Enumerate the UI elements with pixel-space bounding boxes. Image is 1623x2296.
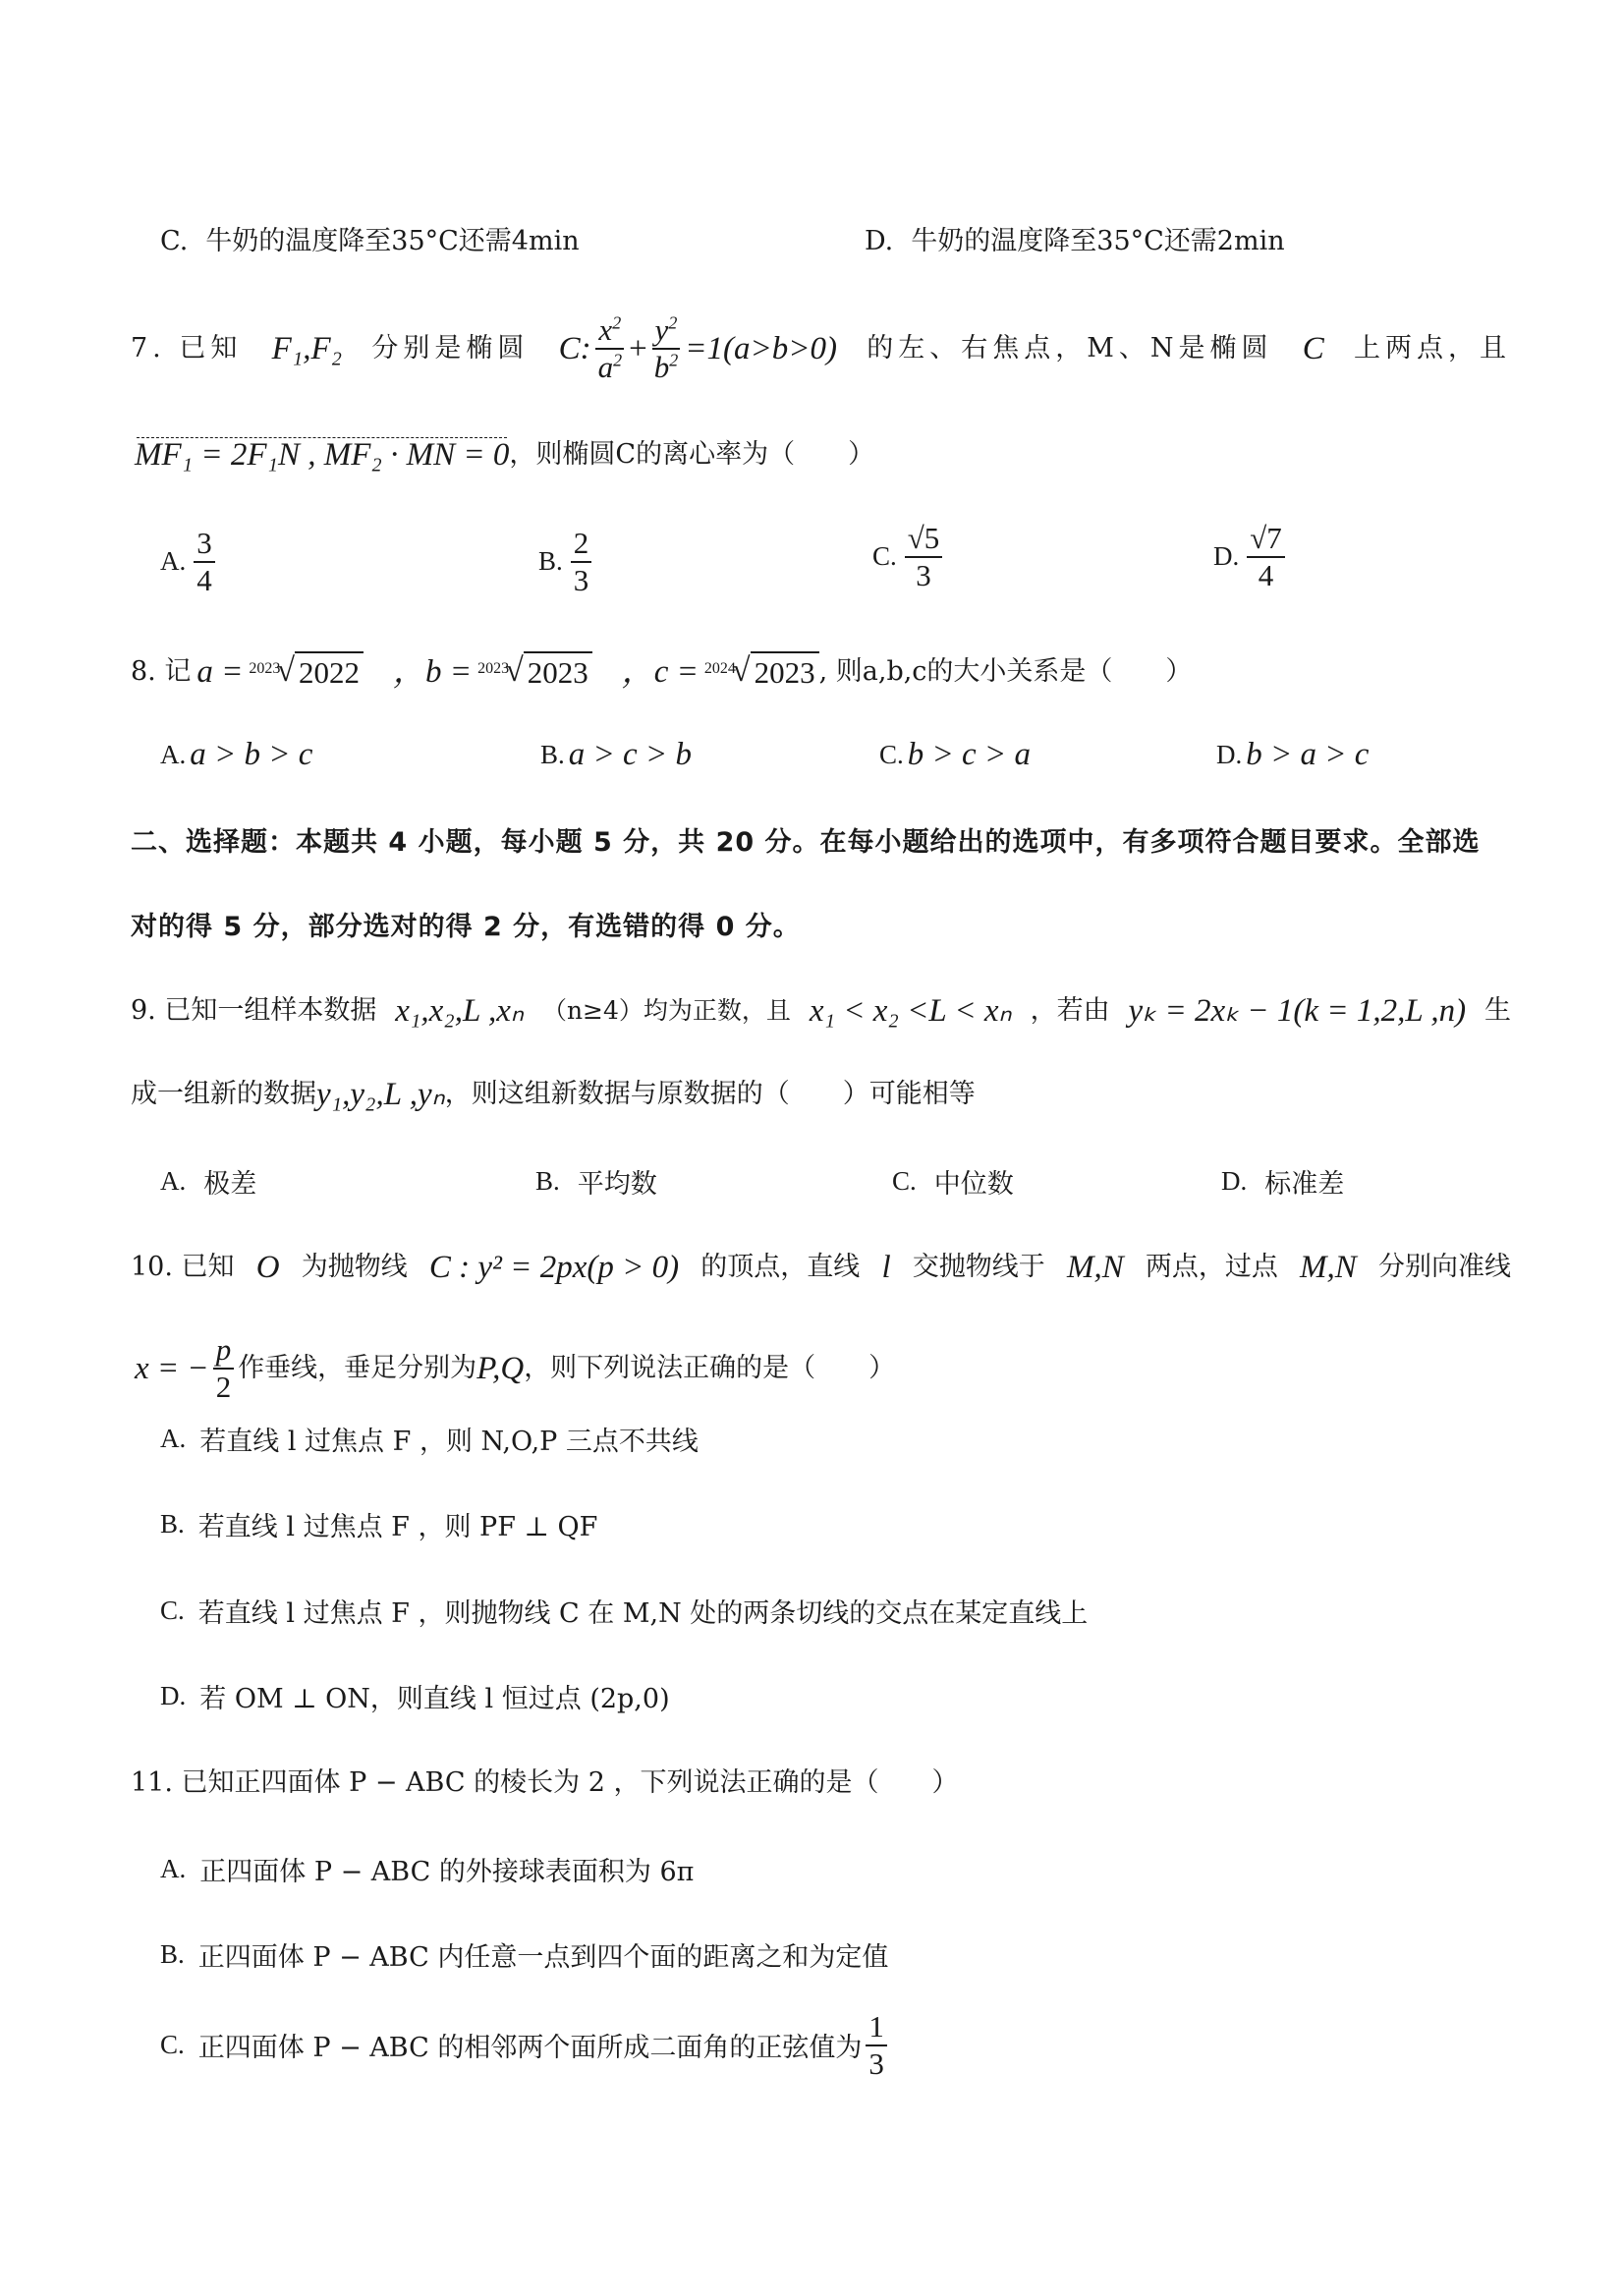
option-label: B. (540, 740, 565, 769)
q10-line1a: 10. 已知 (131, 1252, 235, 1282)
option-fraction: $\frac{2}{3}$ (571, 526, 592, 597)
option-label: B. (160, 1939, 185, 1969)
option-label: C. (160, 2030, 185, 2060)
option-text: b > c > a (907, 737, 1031, 772)
q8-option-a (160, 737, 312, 773)
option-text: a > b > c (190, 737, 313, 772)
q10-pq: P,Q (476, 1350, 525, 1386)
option-text: 牛奶的温度降至35°C还需4min (205, 226, 580, 256)
option-fraction: $\frac{1}{3}$ (866, 2009, 887, 2081)
q10-line2b: ，则下列说法正确的是（ ） (524, 1352, 896, 1383)
q10-option-a (160, 1420, 699, 1458)
q7-mid2: 的左、右焦点，M、N是椭圆 (867, 332, 1273, 364)
option-text: 若直线 l 过焦点 F ，则 N,O,P 三点不共线 (199, 1427, 699, 1457)
q10-line1e: 两点，过点 (1145, 1252, 1278, 1282)
q9-option-a (160, 1162, 256, 1201)
option-label: C. (160, 1596, 185, 1625)
q6-option-d (865, 222, 1285, 261)
q9-line1a: 9. 已知一组样本数据 (131, 995, 377, 1026)
q7-stem-line2 (135, 435, 874, 475)
q8-lead: 8. 记 (131, 656, 192, 687)
option-label: A. (160, 546, 187, 577)
option-label: A. (160, 1424, 187, 1453)
q6-option-c (160, 222, 580, 261)
q10-l: l (881, 1250, 891, 1285)
option-label: D. (1216, 740, 1243, 769)
q10-option-b (160, 1505, 597, 1543)
x-fraction: $\frac{x^2}{a^2}$ (595, 312, 626, 384)
q10-line2a: 作垂线，垂足分别为 (238, 1352, 477, 1383)
q7-ellipse-equation: C: $\frac{x^2}{a^2}$ + $\frac{y^2}{b^2}$ =1(a>b>0) (558, 312, 837, 384)
q10-stem-line2 (135, 1332, 895, 1404)
q9-data: x₁,x₂,L ,xₙ (395, 993, 525, 1029)
option-fraction: $\frac{√5}{3}$ (905, 521, 943, 592)
section2-heading-line2: 对的得 5 分，部分选对的得 2 分，有选错的得 0 分。 (131, 912, 801, 942)
q9-newdata: y₁,y₂,L ,yₙ (316, 1077, 445, 1112)
option-label: D. (865, 226, 894, 256)
q11-stem: 11. 已知正四面体 P − ABC 的棱长为 2 ，下列说法正确的是（ ） (131, 1767, 959, 1798)
option-text: 平均数 (577, 1169, 657, 1200)
q7-lead: 7. 已知 (131, 332, 243, 364)
q10-option-c (160, 1592, 1088, 1630)
q7-option-a (160, 526, 219, 597)
q9-option-b (535, 1162, 657, 1201)
q8-c-root: 2024 √ 2023 (704, 651, 819, 693)
option-text: 正四面体 P − ABC 的相邻两个面所成二面角的正弦值为 (197, 2033, 863, 2064)
q10-line1b: 为抛物线 (301, 1252, 408, 1282)
option-label: D. (1213, 541, 1240, 572)
q8-option-d (1216, 737, 1369, 773)
q7-eq-tail: =1(a>b>0) (685, 330, 837, 366)
option-label: B. (160, 1509, 185, 1539)
option-text: 标准差 (1264, 1169, 1345, 1200)
q8-a-root: 2023 √ 2022 (249, 651, 364, 693)
q10-line1d: 交抛物线于 (912, 1252, 1045, 1282)
option-label: A. (160, 740, 187, 769)
option-label: B. (538, 546, 563, 577)
option-label: C. (872, 541, 897, 572)
q8-option-c (879, 737, 1031, 773)
q7-option-c (872, 521, 946, 592)
q7-stem-line1 (131, 312, 1511, 384)
option-label: D. (160, 1681, 187, 1710)
q11-option-a (160, 1850, 694, 1888)
q7-ellipse-name: C: (558, 330, 591, 366)
y-fraction: $\frac{y^2}{b^2}$ (651, 312, 682, 384)
q9-option-c (892, 1162, 1014, 1201)
q9-order: x₁ < x₂ <L < xₙ (809, 993, 1012, 1029)
q8-c-var: ，c = (621, 654, 699, 690)
q8-b-root: 2023 √ 2023 (477, 651, 592, 693)
option-text: 若 OM ⊥ ON，则直线 l 恒过点 (2p,0) (199, 1684, 670, 1714)
q10-line1c: 的顶点，直线 (700, 1252, 861, 1282)
q8-ask: , 则a,b,c的大小关系是（ ） (818, 656, 1193, 687)
q11-option-c (160, 2009, 891, 2081)
q10-o: O (255, 1250, 280, 1285)
q10-line1f: 分别向准线 (1377, 1252, 1511, 1282)
q9-line2b: ，则这组新数据与原数据的（ ）可能相等 (444, 1079, 976, 1109)
option-text: 正四面体 P − ABC 的外接球表面积为 6π (199, 1857, 695, 1887)
option-label: A. (160, 1854, 187, 1883)
q7-c-var: C (1302, 330, 1324, 366)
option-text: 牛奶的温度降至35°C还需2min (911, 226, 1285, 256)
q9-cond: （n≥4）均为正数，且 (541, 996, 791, 1025)
q7-ask: ，则椭圆C的离心率为（ ） (509, 439, 875, 470)
q8-b-var: ，b = (393, 654, 473, 690)
q7-foci: F₁,F₂ (271, 330, 343, 366)
option-text: 极差 (203, 1169, 257, 1200)
q10-parabola: C : y² = 2px(p > 0) (428, 1250, 680, 1285)
option-text: 若直线 l 过焦点 F ，则抛物线 C 在 M,N 处的两条切线的交点在某定直线上 (197, 1598, 1089, 1629)
q10-option-d (160, 1677, 670, 1715)
q9-stem-line2 (131, 1075, 976, 1114)
option-label: C. (879, 740, 904, 769)
q8-a-var: a = (196, 654, 244, 690)
q9-mid: ，若由 (1030, 995, 1110, 1026)
option-fraction: $\frac{√7}{4}$ (1247, 521, 1285, 592)
option-label: A. (160, 1166, 187, 1196)
option-label: B. (535, 1166, 560, 1196)
q10-directrix-fraction: $\frac{p}{2}$ (213, 1332, 235, 1404)
q9-line2a: 成一组新的数据 (131, 1079, 316, 1109)
q11-option-b (160, 1935, 888, 1974)
option-text: 中位数 (933, 1169, 1014, 1200)
option-text: a > c > b (568, 737, 692, 772)
q7-vector-condition: MF₁ = 2F₁N , MF₂ · MN = 0 (135, 437, 510, 473)
q8-stem (131, 651, 1192, 693)
q10-mn2: M,N (1300, 1250, 1357, 1285)
q9-stem-line1 (131, 991, 1511, 1031)
q9-rule: yₖ = 2xₖ − 1(k = 1,2,L ,n) (1128, 993, 1467, 1029)
q7-mid3: 上两点，且 (1353, 332, 1511, 364)
option-label: C. (160, 226, 189, 256)
option-text: 正四面体 P − ABC 内任意一点到四个面的距离之和为定值 (197, 1942, 889, 1973)
q10-mn: M,N (1066, 1250, 1124, 1285)
q9-line1b: 生 (1484, 995, 1511, 1026)
section2-heading-line1: 二、选择题：本题共 4 小题，每小题 5 分，共 20 分。在每小题给出的选项中，有多项符合题目要求。全部选 (131, 827, 1481, 858)
option-text: b > a > c (1246, 737, 1370, 772)
q7-mid1: 分别是椭圆 (371, 332, 530, 364)
option-fraction: $\frac{3}{4}$ (194, 526, 215, 597)
q10-directrix-lhs: x = − (135, 1350, 209, 1386)
option-text: 若直线 l 过焦点 F ，则 PF ⊥ QF (197, 1512, 598, 1542)
q7-option-b (538, 526, 595, 597)
option-label: C. (892, 1166, 917, 1196)
q8-option-b (540, 737, 692, 773)
q9-option-d (1221, 1162, 1344, 1201)
q7-option-d (1213, 521, 1289, 592)
q10-stem-line1 (131, 1248, 1511, 1287)
option-label: D. (1221, 1166, 1248, 1196)
